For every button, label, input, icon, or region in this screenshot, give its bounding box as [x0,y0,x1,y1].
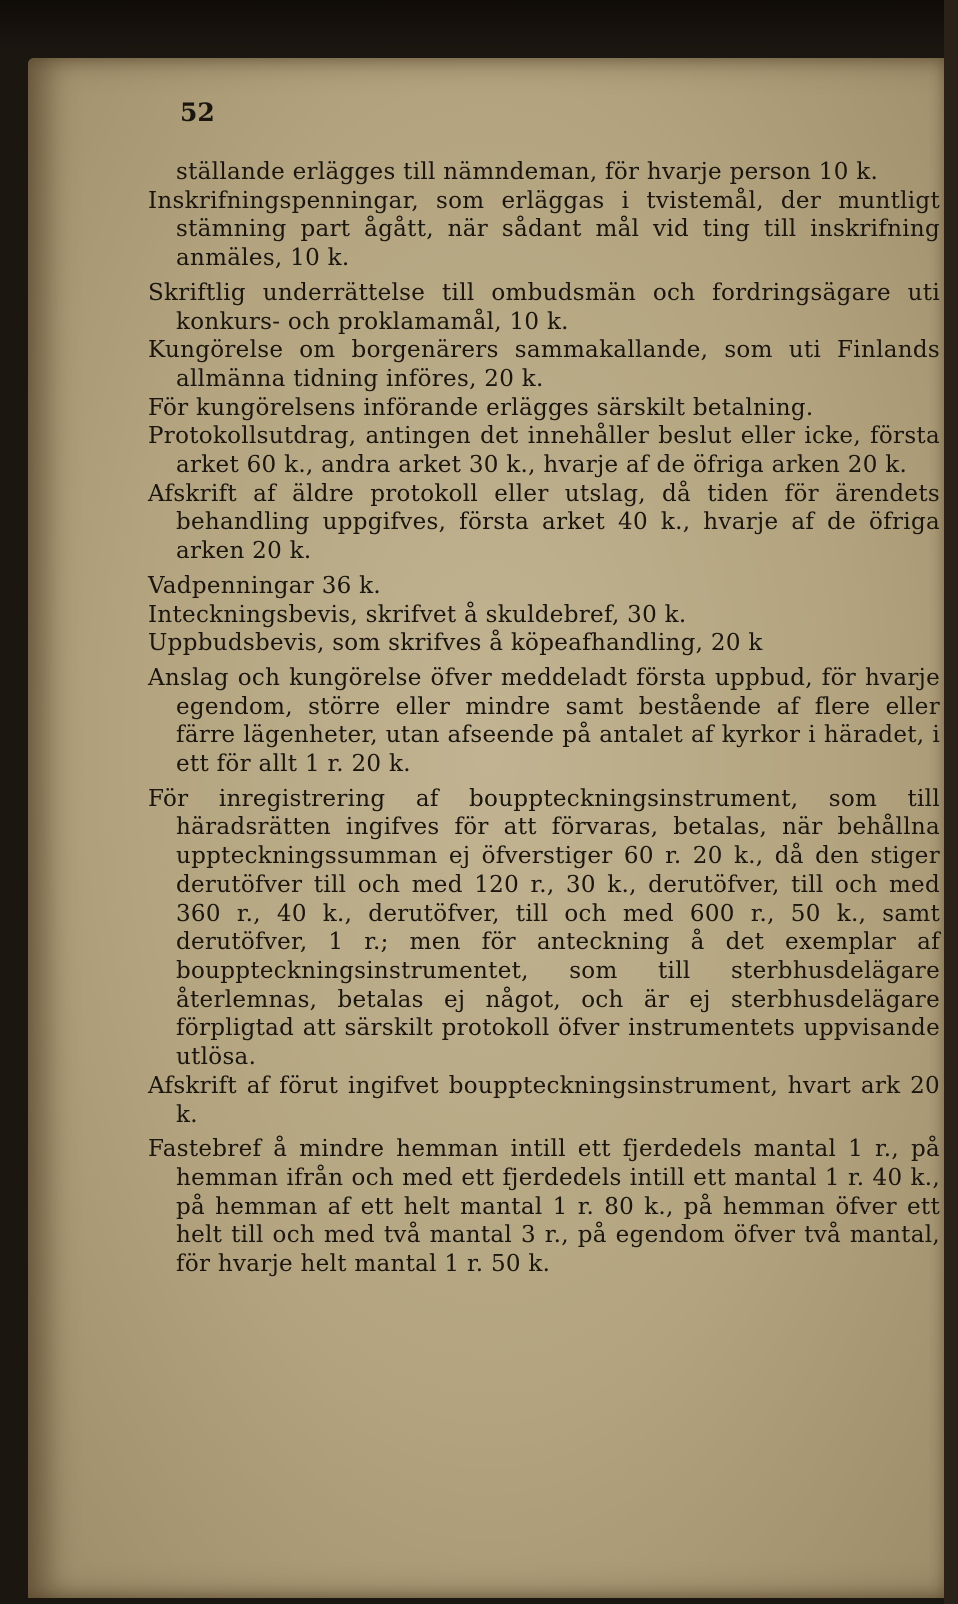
entry-kungorelse: Kungörelse om borgenärers sammakallande, som uti Finlands allmänna tidning införes, 20 k. [148,337,940,392]
entry-continuation: ställande erlägges till nämndeman, för hvarje person 10 k. [176,159,879,185]
entry-vadpenningar: Vadpenningar 36 k. [148,572,382,599]
fee-schedule-text [148,158,940,1279]
entry-inteckningsbevis: Inteckningsbevis, skrifvet å skuldebref, 30 k. [148,601,687,628]
entry-afskrift-bouppteckning: Afskrift af förut ingifvet bouppteckningsinstrument, hvart ark 20 k. [148,1072,940,1128]
entry-fastebref: Fastebref å mindre hemman intill ett fjerdedels mantal 1 r., på hemman ifrån och med ett fjerdedels intill ett mantal 1 r. 40 k., på hemman af ett helt mantal 1 r. 80 k., på hemman öfver ett helt till och med två mantal 3 r., på egendom öfver två mantal, för hvarje helt mantal 1 r. 50 k. [148,1136,940,1278]
entry-inskrifningspenningar: Inskrifningspenningar, som erläggas i tvistemål, der muntligt stämning part ågått, när sådant mål vid ting till inskrifning anmäles, 10 k. [148,187,940,272]
entry-afskrift-protokoll: Afskrift af äldre protokoll eller utslag, då tiden för ärendets behandling uppgifves, första arket 40 k., hvarje af de öfriga arken 20 k. [148,480,940,565]
entry-anslag-kungorelse: Anslag och kungörelse öfver meddeladt första uppbud, för hvarje egendom, större eller mindre samt bestående af flere eller färre lägenheter, utan afseende på antalet af kyrkor i häradet, i ett för allt 1 r. 20 k. [148,664,940,778]
entry-uppbudsbevis: Uppbudsbevis, som skrifves å köpeafhandling, 20 k [148,630,763,657]
entry-inregistrering: För inregistrering af bouppteckningsinstrument, som till häradsrätten ingifves för att förvaras, betalas, när behållna uppteckningssumman ej öfverstiger 60 r. 20 k., då den stiger derutöfver till och med 120 r., 30 k., derutöfver, till och med 360 r., 40 k., derutöfver, till och med 600 r., 50 k., samt derutöfver, 1 r.; men för anteckning å det exemplar af bouppteckningsinstrumentet, som till sterbhusdelägare återlemnas, betalas ej något, och är ej sterbhusdelägare förpligtad att särskilt protokoll öfver instrumentets uppvisande utlösa. [148,785,940,1071]
entry-skriftlig-underrattelse: Skriftlig underrättelse till ombudsmän och fordringsägare uti konkurs- och proklamamål, 10 k. [148,279,940,335]
entry-kungorelsens-inforande: För kungörelsens införande erlägges särskilt betalning. [148,394,814,421]
page-number: 52 [180,98,215,127]
entry-protokollsutdrag: Protokollsutdrag, antingen det innehåller beslut eller icke, första arket 60 k., andra arket 30 k., hvarje af de öfriga arken 20 k. [148,423,940,479]
book-right-edge [944,0,958,1604]
